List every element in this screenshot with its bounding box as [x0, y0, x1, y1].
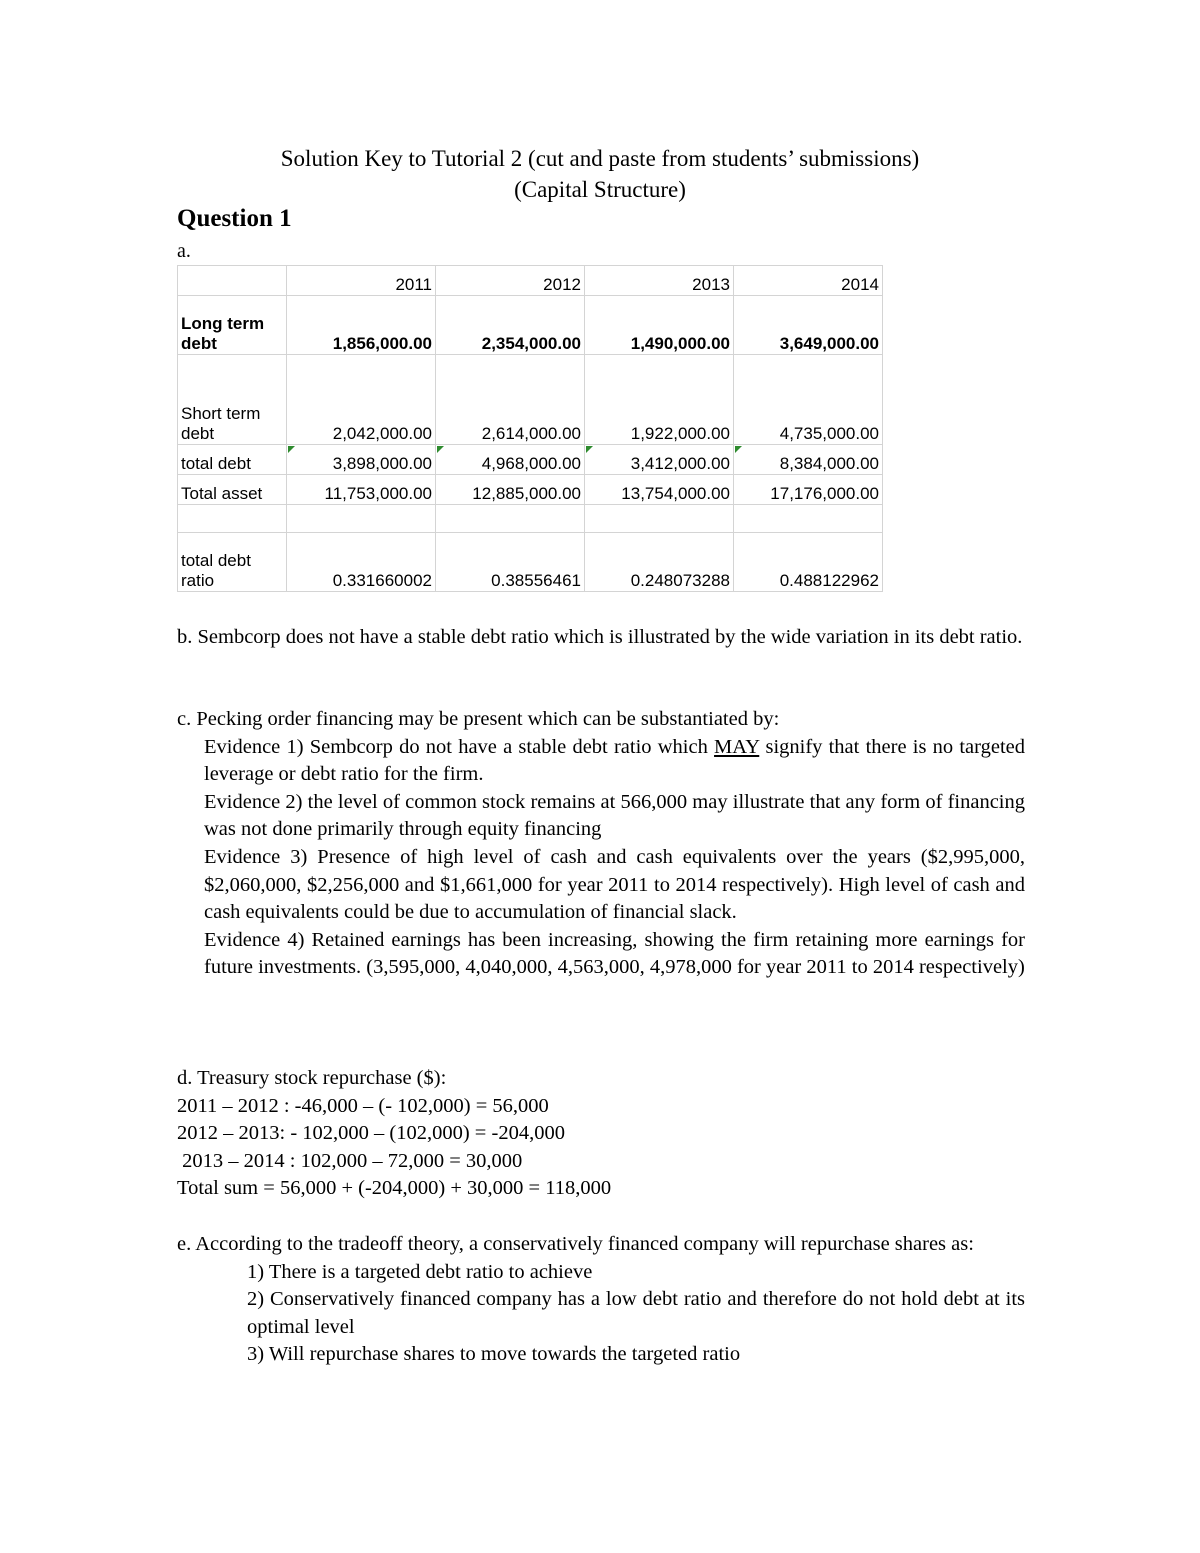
- evidence-1: Evidence 1) Sembcorp do not have a stable debt ratio which MAY signify that there is no targeted leverage or debt ratio for the firm.: [204, 735, 1025, 786]
- formula-flag-icon: [586, 446, 593, 453]
- part-d-line: 2012 – 2013: - 102,000 – (102,000) = -204,000: [177, 1122, 565, 1145]
- table-row-total-asset: [178, 475, 883, 505]
- table-cell: [585, 505, 734, 533]
- part-e-intro: e. According to the tradeoff theory, a conservatively financed company will repurchase shares as:: [177, 1233, 974, 1255]
- part-e-point: 2) Conservatively financed company has a low debt ratio and therefore do not hold debt at its optimal level: [247, 1288, 1025, 1338]
- table-cell: 0.331660002: [287, 533, 436, 592]
- year-header: 2013: [585, 266, 734, 296]
- table-cell: 11,753,000.00: [287, 475, 436, 505]
- table-cell: 1,490,000.00: [585, 296, 734, 355]
- table-row-blank: [178, 505, 883, 533]
- question-heading: Question 1: [177, 205, 292, 232]
- formula-flag-icon: [735, 446, 742, 453]
- part-d-title: d. Treasury stock repurchase ($):: [177, 1067, 447, 1089]
- evidence-3: Evidence 3) Presence of high level of cash and cash equivalents over the years ($2,995,000, $2,060,000, $2,256,000 and $1,661,000 for year 2011 to 2014 respectively). High level of cash and cash equivalents could be due to accumulation of financial slack.: [204, 845, 1025, 924]
- table-cell: [287, 505, 436, 533]
- row-label: total debt: [178, 445, 287, 475]
- emphasis-may: MAY: [714, 735, 760, 758]
- formula-flag-icon: [437, 446, 444, 453]
- row-label: total debt ratio: [178, 533, 287, 592]
- doc-title-line1: Solution Key to Tutorial 2 (cut and paste from students’ submissions): [280, 146, 920, 171]
- table-cell: 13,754,000.00: [585, 475, 734, 505]
- part-d-line: 2013 – 2014 : 102,000 – 72,000 = 30,000: [177, 1149, 523, 1172]
- table-cell: [734, 505, 883, 533]
- part-b-paragraph: b. Sembcorp does not have a stable debt ratio which is illustrated by the wide variation in its debt ratio.: [177, 626, 1023, 648]
- part-e-point: 1) There is a targeted debt ratio to achieve: [247, 1260, 593, 1283]
- table-cell: 2,042,000.00: [287, 355, 436, 445]
- table-cell: 0.488122962: [734, 533, 883, 592]
- table-cell: 3,898,000.00: [287, 445, 436, 475]
- row-label: Total asset: [178, 475, 287, 505]
- table-cell: 0.248073288: [585, 533, 734, 592]
- debt-table: [177, 265, 883, 592]
- part-d-section: [177, 1065, 1025, 1203]
- table-row-long-term-debt: [178, 296, 883, 355]
- part-e-section: [177, 1231, 1025, 1369]
- year-header: 2014: [734, 266, 883, 296]
- table-header-row: [178, 266, 883, 296]
- table-cell: 3,412,000.00: [585, 445, 734, 475]
- table-cell: 17,176,000.00: [734, 475, 883, 505]
- part-c-section: [177, 706, 1025, 982]
- year-header: 2012: [436, 266, 585, 296]
- table-row-debt-ratio: [178, 533, 883, 592]
- table-corner-cell: [178, 266, 287, 296]
- table-cell: 8,384,000.00: [734, 445, 883, 475]
- table-row-total-debt: [178, 445, 883, 475]
- table-cell: [436, 505, 585, 533]
- part-e-point: 3) Will repurchase shares to move towards the targeted ratio: [247, 1343, 741, 1366]
- part-d-total: Total sum = 56,000 + (-204,000) + 30,000 = 118,000: [177, 1177, 612, 1200]
- row-label: Short term debt: [178, 355, 287, 445]
- table-cell: 2,354,000.00: [436, 296, 585, 355]
- table-cell: 12,885,000.00: [436, 475, 585, 505]
- evidence-4: Evidence 4) Retained earnings has been increasing, showing the firm retaining more earnings for future investments. (3,595,000, 4,040,000, 4,563,000, 4,978,000 for year 2011 to 2014 respectively): [204, 928, 1025, 979]
- table-cell: 4,968,000.00: [436, 445, 585, 475]
- table-cell: [178, 505, 287, 533]
- table-row-short-term-debt: [178, 355, 883, 445]
- doc-title-line2: (Capital Structure): [514, 177, 686, 202]
- year-header: 2011: [287, 266, 436, 296]
- table-cell: 0.38556461: [436, 533, 585, 592]
- evidence-2: Evidence 2) the level of common stock remains at 566,000 may illustrate that any form of financing was not done primarily through equity financing: [204, 790, 1025, 841]
- formula-flag-icon: [288, 446, 295, 453]
- table-cell: 3,649,000.00: [734, 296, 883, 355]
- row-label: Long term debt: [178, 296, 287, 355]
- part-a-label: a.: [177, 240, 191, 262]
- part-d-line: 2011 – 2012 : -46,000 – (- 102,000) = 56,000: [177, 1094, 549, 1117]
- part-c-intro: c. Pecking order financing may be present which can be substantiated by:: [177, 708, 780, 730]
- table-cell: 4,735,000.00: [734, 355, 883, 445]
- table-cell: 1,922,000.00: [585, 355, 734, 445]
- table-cell: 2,614,000.00: [436, 355, 585, 445]
- table-cell: 1,856,000.00: [287, 296, 436, 355]
